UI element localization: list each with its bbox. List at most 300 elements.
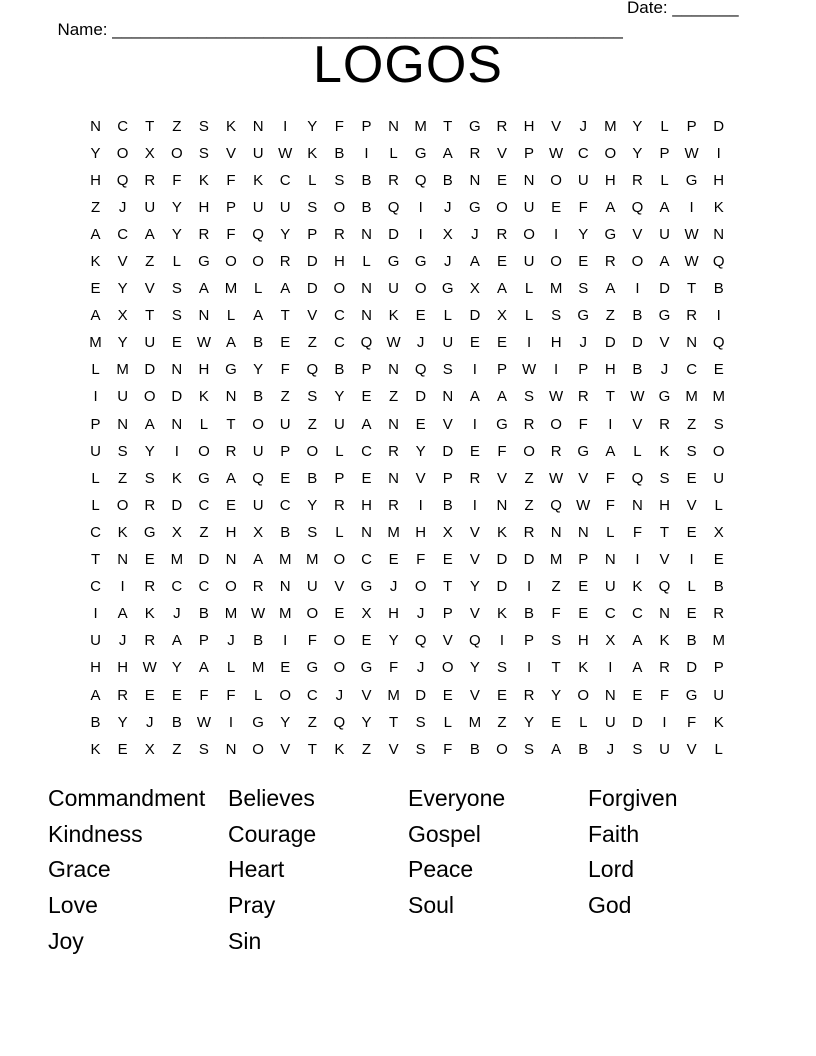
grid-letter[interactable]: I bbox=[526, 578, 532, 596]
grid-letter[interactable]: L bbox=[308, 171, 317, 189]
date-field[interactable]: Date: _______ bbox=[627, 0, 739, 17]
grid-letter[interactable]: P bbox=[334, 469, 345, 487]
grid-letter[interactable]: I bbox=[472, 496, 477, 514]
grid-letter[interactable]: A bbox=[171, 632, 182, 650]
grid-letter[interactable]: G bbox=[387, 253, 400, 271]
grid-letter[interactable]: A bbox=[442, 144, 453, 162]
grid-letter[interactable]: K bbox=[713, 198, 724, 216]
grid-letter[interactable]: R bbox=[686, 307, 698, 325]
grid-letter[interactable]: F bbox=[226, 686, 236, 704]
grid-letter[interactable]: P bbox=[90, 415, 101, 433]
grid-letter[interactable]: B bbox=[632, 307, 643, 325]
grid-letter[interactable]: Y bbox=[307, 117, 318, 135]
grid-letter[interactable]: A bbox=[659, 198, 670, 216]
grid-letter[interactable]: O bbox=[414, 280, 427, 298]
grid-letter[interactable]: R bbox=[388, 442, 399, 460]
grid-letter[interactable]: W bbox=[549, 469, 564, 487]
grid-letter[interactable]: T bbox=[226, 415, 236, 433]
grid-letter[interactable]: A bbox=[632, 632, 643, 650]
grid-letter[interactable]: P bbox=[524, 632, 535, 650]
grid-letter[interactable]: A bbox=[469, 253, 480, 271]
grid-letter[interactable]: R bbox=[577, 388, 589, 406]
grid-letter[interactable]: Z bbox=[524, 496, 534, 514]
grid-letter[interactable]: R bbox=[144, 632, 156, 650]
grid-letter[interactable]: B bbox=[253, 632, 264, 650]
grid-letter[interactable]: R bbox=[252, 578, 264, 596]
grid-letter[interactable]: Y bbox=[334, 388, 345, 406]
grid-letter[interactable]: R bbox=[632, 171, 643, 189]
grid-letter[interactable]: C bbox=[333, 334, 345, 352]
grid-letter[interactable]: W bbox=[684, 253, 699, 271]
grid-letter[interactable]: O bbox=[170, 144, 183, 162]
grid-letter[interactable]: B bbox=[171, 713, 182, 731]
grid-letter[interactable]: U bbox=[604, 578, 616, 596]
grid-letter[interactable]: N bbox=[496, 496, 508, 514]
grid-letter[interactable]: X bbox=[496, 307, 507, 325]
grid-letter[interactable]: R bbox=[550, 442, 562, 460]
grid-letter[interactable]: O bbox=[279, 686, 292, 704]
grid-letter[interactable]: K bbox=[713, 713, 724, 731]
grid-letter[interactable]: B bbox=[469, 740, 480, 758]
grid-letter[interactable]: O bbox=[116, 144, 129, 162]
grid-letter[interactable]: F bbox=[605, 496, 615, 514]
grid-letter[interactable]: D bbox=[632, 713, 643, 731]
grid-letter[interactable]: G bbox=[198, 469, 210, 487]
grid-letter[interactable]: U bbox=[523, 253, 535, 271]
grid-letter[interactable]: M bbox=[116, 361, 129, 379]
grid-letter[interactable]: N bbox=[388, 469, 399, 487]
grid-letter[interactable]: G bbox=[685, 686, 698, 704]
grid-letter[interactable]: V bbox=[117, 253, 128, 271]
grid-letter[interactable]: M bbox=[224, 280, 238, 298]
grid-letter[interactable]: C bbox=[686, 361, 698, 379]
grid-letter[interactable]: V bbox=[659, 334, 670, 352]
grid-letter[interactable]: L bbox=[226, 307, 236, 325]
grid-letter[interactable]: M bbox=[712, 632, 725, 650]
grid-letter[interactable]: E bbox=[496, 334, 507, 352]
grid-letter[interactable]: I bbox=[472, 361, 477, 379]
grid-letter[interactable]: U bbox=[333, 415, 345, 433]
grid-letter[interactable]: B bbox=[90, 713, 101, 731]
grid-letter[interactable]: L bbox=[524, 307, 534, 325]
grid-letter[interactable]: P bbox=[442, 605, 453, 623]
grid-letter[interactable]: K bbox=[90, 253, 101, 271]
grid-letter[interactable]: I bbox=[608, 659, 613, 677]
grid-letter[interactable]: Y bbox=[171, 225, 182, 243]
grid-letter[interactable]: V bbox=[686, 740, 697, 758]
grid-letter[interactable]: F bbox=[334, 117, 344, 135]
grid-letter[interactable]: Z bbox=[388, 388, 399, 406]
grid-letter[interactable]: Z bbox=[497, 713, 507, 731]
grid-letter[interactable]: N bbox=[361, 280, 372, 298]
grid-letter[interactable]: T bbox=[443, 578, 453, 596]
grid-letter[interactable]: T bbox=[145, 117, 155, 135]
grid-letter[interactable]: L bbox=[687, 578, 696, 596]
grid-letter[interactable]: U bbox=[144, 198, 156, 216]
grid-letter[interactable]: A bbox=[144, 415, 155, 433]
grid-letter[interactable]: Z bbox=[172, 740, 182, 758]
grid-letter[interactable]: V bbox=[280, 740, 291, 758]
grid-letter[interactable]: Y bbox=[632, 144, 643, 162]
grid-letter[interactable]: U bbox=[144, 334, 156, 352]
grid-letter[interactable]: C bbox=[361, 551, 372, 569]
grid-letter[interactable]: D bbox=[496, 578, 508, 596]
grid-letter[interactable]: X bbox=[171, 523, 182, 541]
grid-letter[interactable]: S bbox=[551, 307, 562, 325]
grid-letter[interactable]: L bbox=[633, 442, 642, 460]
grid-letter[interactable]: W bbox=[142, 659, 157, 677]
grid-letter[interactable]: Y bbox=[415, 442, 426, 460]
grid-letter[interactable]: E bbox=[442, 551, 453, 569]
grid-letter[interactable]: B bbox=[524, 605, 535, 623]
grid-letter[interactable]: G bbox=[441, 280, 454, 298]
grid-letter[interactable]: V bbox=[659, 551, 670, 569]
grid-letter[interactable]: Z bbox=[307, 334, 317, 352]
grid-letter[interactable]: C bbox=[198, 496, 210, 514]
grid-letter[interactable]: S bbox=[551, 632, 562, 650]
grid-letter[interactable]: E bbox=[280, 469, 291, 487]
grid-letter[interactable]: K bbox=[171, 469, 182, 487]
grid-letter[interactable]: F bbox=[687, 713, 697, 731]
grid-letter[interactable]: K bbox=[659, 442, 670, 460]
grid-letter[interactable]: V bbox=[361, 686, 372, 704]
grid-letter[interactable]: O bbox=[441, 659, 454, 677]
grid-letter[interactable]: Y bbox=[253, 361, 264, 379]
grid-letter[interactable]: S bbox=[415, 713, 426, 731]
grid-letter[interactable]: Z bbox=[307, 415, 317, 433]
grid-letter[interactable]: S bbox=[171, 280, 182, 298]
grid-letter[interactable]: U bbox=[442, 334, 454, 352]
grid-letter[interactable]: M bbox=[604, 117, 617, 135]
grid-letter[interactable]: Q bbox=[306, 361, 319, 379]
grid-letter[interactable]: P bbox=[713, 659, 724, 677]
grid-letter[interactable]: E bbox=[361, 469, 372, 487]
grid-letter[interactable]: Q bbox=[333, 713, 346, 731]
grid-letter[interactable]: A bbox=[469, 388, 480, 406]
grid-letter[interactable]: L bbox=[660, 117, 669, 135]
grid-letter[interactable]: X bbox=[253, 523, 264, 541]
grid-letter[interactable]: Q bbox=[116, 171, 129, 189]
grid-letter[interactable]: Y bbox=[117, 280, 128, 298]
grid-letter[interactable]: B bbox=[713, 578, 724, 596]
grid-letter[interactable]: K bbox=[334, 740, 345, 758]
grid-letter[interactable]: A bbox=[90, 307, 101, 325]
grid-letter[interactable]: N bbox=[361, 225, 372, 243]
grid-letter[interactable]: S bbox=[659, 469, 670, 487]
grid-letter[interactable]: M bbox=[685, 388, 698, 406]
grid-letter[interactable]: R bbox=[523, 523, 535, 541]
grid-letter[interactable]: S bbox=[496, 659, 507, 677]
grid-letter[interactable]: E bbox=[469, 334, 480, 352]
grid-letter[interactable]: K bbox=[307, 144, 318, 162]
grid-letter[interactable]: O bbox=[333, 280, 346, 298]
grid-letter[interactable]: F bbox=[659, 686, 670, 704]
grid-letter[interactable]: S bbox=[415, 740, 426, 758]
grid-letter[interactable]: M bbox=[89, 334, 102, 352]
grid-letter[interactable]: O bbox=[604, 144, 617, 162]
grid-letter[interactable]: U bbox=[577, 171, 589, 189]
grid-letter[interactable]: R bbox=[279, 253, 291, 271]
grid-letter[interactable]: Q bbox=[658, 578, 671, 596]
grid-letter[interactable]: O bbox=[333, 659, 346, 677]
grid-letter[interactable]: J bbox=[416, 659, 425, 677]
grid-letter[interactable]: U bbox=[713, 469, 725, 487]
grid-letter[interactable]: L bbox=[226, 659, 236, 677]
grid-letter[interactable]: T bbox=[145, 307, 155, 325]
grid-letter[interactable]: G bbox=[225, 361, 237, 379]
grid-letter[interactable]: H bbox=[90, 171, 101, 189]
grid-letter[interactable]: Y bbox=[280, 225, 291, 243]
grid-letter[interactable]: Y bbox=[90, 144, 101, 162]
grid-letter[interactable]: K bbox=[578, 659, 589, 677]
grid-letter[interactable]: D bbox=[604, 334, 616, 352]
grid-letter[interactable]: I bbox=[689, 551, 694, 569]
grid-letter[interactable]: I bbox=[554, 361, 559, 379]
grid-letter[interactable]: N bbox=[388, 117, 399, 135]
grid-letter[interactable]: R bbox=[469, 469, 481, 487]
grid-letter[interactable]: Y bbox=[307, 496, 318, 514]
grid-letter[interactable]: E bbox=[578, 253, 589, 271]
grid-letter[interactable]: V bbox=[578, 469, 589, 487]
grid-letter[interactable]: Y bbox=[117, 713, 128, 731]
grid-letter[interactable]: J bbox=[471, 225, 479, 243]
grid-letter[interactable]: O bbox=[333, 632, 346, 650]
grid-letter[interactable]: Q bbox=[360, 334, 373, 352]
grid-letter[interactable]: A bbox=[551, 740, 562, 758]
grid-letter[interactable]: N bbox=[442, 388, 454, 406]
grid-letter[interactable]: E bbox=[686, 605, 697, 623]
grid-letter[interactable]: I bbox=[364, 144, 369, 162]
grid-letter[interactable]: G bbox=[469, 198, 481, 216]
grid-letter[interactable]: F bbox=[443, 740, 453, 758]
grid-letter[interactable]: P bbox=[686, 117, 697, 135]
grid-letter[interactable]: H bbox=[198, 198, 210, 216]
grid-letter[interactable]: B bbox=[632, 361, 643, 379]
grid-letter[interactable]: F bbox=[280, 361, 290, 379]
grid-letter[interactable]: L bbox=[253, 686, 263, 704]
grid-letter[interactable]: V bbox=[415, 469, 426, 487]
grid-letter[interactable]: F bbox=[172, 171, 182, 189]
grid-letter[interactable]: R bbox=[469, 144, 481, 162]
grid-letter[interactable]: N bbox=[523, 171, 535, 189]
grid-letter[interactable]: I bbox=[635, 280, 640, 298]
grid-letter[interactable]: N bbox=[361, 523, 372, 541]
grid-letter[interactable]: I bbox=[93, 388, 98, 406]
grid-letter[interactable]: D bbox=[144, 361, 156, 379]
grid-letter[interactable]: A bbox=[90, 686, 101, 704]
grid-letter[interactable]: B bbox=[253, 334, 264, 352]
grid-letter[interactable]: Y bbox=[171, 198, 182, 216]
grid-letter[interactable]: U bbox=[659, 225, 670, 243]
grid-letter[interactable]: U bbox=[388, 280, 399, 298]
grid-letter[interactable]: G bbox=[577, 442, 590, 460]
grid-letter[interactable]: H bbox=[713, 171, 725, 189]
grid-letter[interactable]: O bbox=[252, 253, 264, 271]
grid-letter[interactable]: G bbox=[685, 171, 698, 189]
grid-letter[interactable]: Z bbox=[361, 740, 372, 758]
grid-letter[interactable]: A bbox=[361, 415, 372, 433]
grid-letter[interactable]: E bbox=[415, 307, 426, 325]
grid-letter[interactable]: C bbox=[90, 578, 101, 596]
grid-letter[interactable]: W bbox=[576, 496, 591, 514]
grid-letter[interactable]: F bbox=[632, 523, 642, 541]
grid-letter[interactable]: Y bbox=[469, 578, 480, 596]
grid-letter[interactable]: H bbox=[659, 496, 670, 514]
grid-letter[interactable]: U bbox=[279, 415, 291, 433]
grid-letter[interactable]: D bbox=[713, 117, 725, 135]
grid-letter[interactable]: U bbox=[90, 632, 101, 650]
grid-letter[interactable]: Z bbox=[172, 117, 182, 135]
grid-letter[interactable]: E bbox=[686, 469, 697, 487]
grid-letter[interactable]: I bbox=[228, 713, 234, 731]
grid-letter[interactable]: Q bbox=[712, 253, 725, 271]
grid-letter[interactable]: E bbox=[144, 551, 155, 569]
grid-letter[interactable]: G bbox=[469, 117, 481, 135]
grid-letter[interactable]: R bbox=[388, 171, 399, 189]
grid-letter[interactable]: S bbox=[524, 740, 535, 758]
grid-letter[interactable]: C bbox=[171, 578, 183, 596]
grid-letter[interactable]: K bbox=[496, 523, 507, 541]
grid-letter[interactable]: Q bbox=[414, 171, 427, 189]
grid-letter[interactable]: K bbox=[388, 307, 399, 325]
grid-letter[interactable]: I bbox=[120, 578, 125, 596]
grid-letter[interactable]: E bbox=[361, 632, 372, 650]
grid-letter[interactable]: N bbox=[577, 523, 589, 541]
grid-letter[interactable]: S bbox=[307, 198, 318, 216]
grid-letter[interactable]: J bbox=[416, 334, 425, 352]
grid-letter[interactable]: U bbox=[604, 713, 616, 731]
grid-letter[interactable]: S bbox=[334, 171, 345, 189]
grid-letter[interactable]: I bbox=[418, 225, 423, 243]
grid-letter[interactable]: E bbox=[632, 686, 643, 704]
grid-letter[interactable]: L bbox=[443, 307, 452, 325]
grid-letter[interactable]: K bbox=[659, 632, 670, 650]
grid-letter[interactable]: U bbox=[523, 198, 535, 216]
grid-letter[interactable]: L bbox=[714, 740, 723, 758]
grid-letter[interactable]: A bbox=[253, 307, 264, 325]
grid-letter[interactable]: X bbox=[361, 605, 372, 623]
grid-letter[interactable]: J bbox=[227, 632, 235, 650]
grid-letter[interactable]: C bbox=[632, 605, 643, 623]
grid-letter[interactable]: G bbox=[198, 253, 210, 271]
grid-letter[interactable]: N bbox=[388, 415, 399, 433]
grid-letter[interactable]: T bbox=[307, 740, 317, 758]
grid-letter[interactable]: O bbox=[577, 686, 590, 704]
grid-letter[interactable]: T bbox=[443, 117, 453, 135]
grid-letter[interactable]: T bbox=[659, 523, 670, 541]
grid-letter[interactable]: C bbox=[279, 496, 291, 514]
grid-letter[interactable]: F bbox=[226, 171, 236, 189]
grid-letter[interactable]: Q bbox=[469, 632, 481, 650]
grid-letter[interactable]: C bbox=[117, 117, 129, 135]
grid-letter[interactable]: E bbox=[226, 496, 237, 514]
grid-letter[interactable]: D bbox=[388, 225, 399, 243]
grid-letter[interactable]: L bbox=[362, 253, 371, 271]
grid-letter[interactable]: R bbox=[713, 605, 725, 623]
grid-letter[interactable]: A bbox=[659, 253, 670, 271]
grid-letter[interactable]: A bbox=[198, 659, 209, 677]
grid-letter[interactable]: P bbox=[198, 632, 209, 650]
grid-letter[interactable]: D bbox=[306, 280, 318, 298]
grid-letter[interactable]: E bbox=[713, 551, 724, 569]
grid-letter[interactable]: G bbox=[414, 144, 427, 162]
grid-letter[interactable]: B bbox=[442, 171, 453, 189]
grid-letter[interactable]: E bbox=[280, 659, 291, 677]
grid-letter[interactable]: G bbox=[658, 307, 671, 325]
grid-letter[interactable]: I bbox=[418, 198, 423, 216]
grid-letter[interactable]: C bbox=[279, 171, 291, 189]
grid-letter[interactable]: K bbox=[117, 523, 128, 541]
grid-letter[interactable]: I bbox=[499, 632, 505, 650]
grid-letter[interactable]: U bbox=[713, 686, 725, 704]
grid-letter[interactable]: J bbox=[145, 713, 154, 731]
grid-letter[interactable]: G bbox=[658, 388, 671, 406]
grid-letter[interactable]: L bbox=[714, 496, 723, 514]
grid-letter[interactable]: F bbox=[226, 225, 236, 243]
grid-letter[interactable]: J bbox=[173, 605, 181, 623]
grid-letter[interactable]: A bbox=[605, 198, 616, 216]
grid-letter[interactable]: J bbox=[606, 740, 615, 758]
grid-letter[interactable]: P bbox=[442, 469, 453, 487]
grid-letter[interactable]: N bbox=[469, 171, 481, 189]
grid-letter[interactable]: V bbox=[632, 415, 643, 433]
grid-letter[interactable]: T bbox=[687, 280, 697, 298]
grid-letter[interactable]: K bbox=[253, 171, 264, 189]
grid-letter[interactable]: G bbox=[360, 659, 373, 677]
grid-letter[interactable]: A bbox=[144, 225, 155, 243]
grid-letter[interactable]: K bbox=[144, 605, 155, 623]
grid-letter[interactable]: I bbox=[716, 144, 721, 162]
grid-letter[interactable]: M bbox=[278, 605, 292, 623]
grid-letter[interactable]: R bbox=[496, 117, 508, 135]
grid-letter[interactable]: A bbox=[226, 469, 237, 487]
grid-letter[interactable]: U bbox=[252, 496, 264, 514]
grid-letter[interactable]: W bbox=[549, 388, 564, 406]
grid-letter[interactable]: F bbox=[578, 198, 588, 216]
grid-letter[interactable]: N bbox=[604, 686, 616, 704]
grid-letter[interactable]: O bbox=[225, 253, 237, 271]
grid-letter[interactable]: N bbox=[659, 605, 670, 623]
grid-letter[interactable]: B bbox=[686, 632, 697, 650]
grid-letter[interactable]: J bbox=[444, 198, 452, 216]
grid-letter[interactable]: W bbox=[386, 334, 401, 352]
grid-letter[interactable]: F bbox=[388, 659, 399, 677]
grid-letter[interactable]: S bbox=[307, 523, 318, 541]
grid-letter[interactable]: E bbox=[496, 253, 507, 271]
grid-letter[interactable]: C bbox=[361, 442, 372, 460]
grid-letter[interactable]: Y bbox=[524, 713, 535, 731]
grid-letter[interactable]: W bbox=[684, 225, 699, 243]
grid-letter[interactable]: O bbox=[333, 551, 346, 569]
grid-letter[interactable]: T bbox=[551, 659, 561, 677]
grid-letter[interactable]: Z bbox=[307, 713, 317, 731]
grid-letter[interactable]: C bbox=[333, 307, 345, 325]
grid-letter[interactable]: O bbox=[116, 496, 129, 514]
grid-letter[interactable]: M bbox=[278, 551, 292, 569]
grid-letter[interactable]: Q bbox=[631, 198, 644, 216]
grid-letter[interactable]: O bbox=[252, 415, 264, 433]
grid-letter[interactable]: E bbox=[686, 523, 697, 541]
grid-letter[interactable]: D bbox=[686, 659, 698, 677]
grid-letter[interactable]: N bbox=[117, 415, 129, 433]
grid-letter[interactable]: V bbox=[551, 117, 562, 135]
grid-letter[interactable]: Z bbox=[524, 469, 534, 487]
grid-letter[interactable]: N bbox=[225, 551, 237, 569]
grid-letter[interactable]: E bbox=[90, 280, 101, 298]
grid-letter[interactable]: C bbox=[577, 144, 589, 162]
grid-letter[interactable]: E bbox=[442, 686, 453, 704]
grid-letter[interactable]: Q bbox=[414, 632, 427, 650]
